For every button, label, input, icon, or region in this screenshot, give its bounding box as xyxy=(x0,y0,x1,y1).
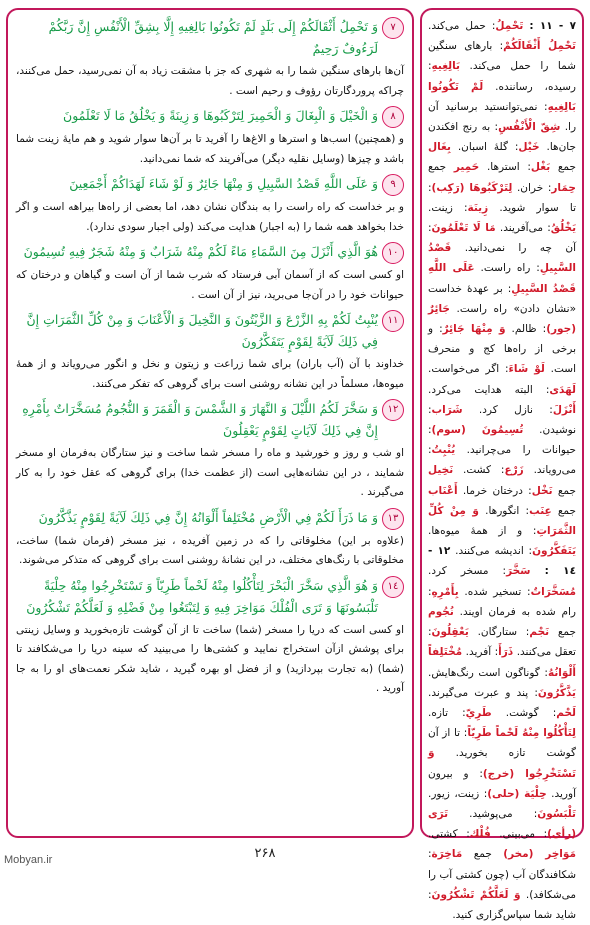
glossary-term: حِلْيَة (حلی) xyxy=(487,787,547,800)
glossary-definition: : تا سوار شوید. xyxy=(428,181,576,214)
glossary-term: تَحْمِلُ xyxy=(495,20,524,32)
verse-number-badge: ٧ xyxy=(382,17,404,39)
glossary-text xyxy=(428,16,576,925)
glossary-definition: : انگورها. xyxy=(485,504,530,517)
verse-translation: خداوند با آن (آب باران) برای شما زراعت و زیتون و نخل و انگور می‌رویاند و از همهٔ میوه‌ها، مسلماً در این نشانه روشنی است برای گروهی که تفکر می‌کنند. xyxy=(16,358,404,390)
glossary-term: وَ تَسْتَخْرِجُوا (خرج) xyxy=(428,747,576,780)
glossary-term: نُجُوم xyxy=(428,605,454,618)
glossary-term: حِمَار xyxy=(551,181,576,194)
glossary-term: لَهَدَی xyxy=(549,383,576,396)
verse-translation: و (همچنین) اسب‌ها و استرها و الاغ‌ها را آفرید تا بر آن‌ها سوار شوید و هم مایهٔ زینت شما باشد و چیزها (وسایل نقلیه دیگر) می‌آفریند که شما نمی‌دانید. xyxy=(16,133,404,165)
glossary-definition: : البته هدایت می‌کرد. xyxy=(428,383,550,396)
glossary-term: تَلْبَسُونَ xyxy=(537,807,576,820)
glossary-definition: : ستارگان. xyxy=(477,626,530,639)
glossary-term: يَتَفَكَّرُونَ xyxy=(532,545,577,558)
glossary-term: قَصْدُ السَّبِيلِ xyxy=(428,242,577,275)
glossary-definition: : تسخیر شده. xyxy=(464,585,531,598)
glossary-definition: : رام شده به فرمان اویند. xyxy=(428,585,577,618)
verse-8 xyxy=(16,575,404,619)
glossary-definition: جمع xyxy=(552,484,576,497)
glossary-definition: : حمل می‌کند. xyxy=(428,20,496,32)
watermark: Mobyan.ir xyxy=(4,854,53,866)
glossary-definition: : گوناگون است رنگ‌هایش. xyxy=(428,666,548,679)
glossary-term: لَمْ تَكُونُوا بَالِغِيهِ xyxy=(428,80,576,113)
verse-4 xyxy=(16,241,404,264)
glossary-term: طَرِيّ xyxy=(465,706,492,719)
glossary-term: تَرَى (رأی) xyxy=(428,807,576,841)
glossary-term: مَوَاخِر (مخر) xyxy=(503,848,576,861)
glossary-definition: : پند و عبرت می‌گیرند. xyxy=(428,686,538,699)
glossary-term: بَالِغِيهِ xyxy=(431,60,460,73)
glossary-definition: : گلهٔ اسبان. xyxy=(457,141,519,154)
glossary-definition: : نازل کرد. xyxy=(478,403,553,416)
verse-number-badge: ٨ xyxy=(382,106,404,128)
glossary-definition: : اندیشه می‌کنند. xyxy=(455,545,533,558)
glossary-definition: : می‌پوشید. xyxy=(469,807,538,820)
verse-6 xyxy=(16,398,404,442)
glossary-definition: : اگر می‌خواست. xyxy=(428,363,509,376)
glossary-term: نَخِيل xyxy=(428,464,454,477)
glossary-definition: : کشت. xyxy=(463,464,505,477)
verses-panel xyxy=(6,8,414,838)
verse-5 xyxy=(16,309,404,353)
glossary-definition: : به رنج افکندن جان‌ها. xyxy=(428,121,576,154)
glossary-term: بَغْل xyxy=(530,161,551,174)
glossary-term: أَعْنَاب xyxy=(428,484,458,497)
glossary-term: خَيْل xyxy=(518,141,540,154)
page-number: ٢۶٨ xyxy=(254,846,276,861)
glossary-term: عِنَب xyxy=(529,504,552,517)
glossary-definition: : شکافندگان آب (چون کشتی آب را می‌شکافد). xyxy=(428,848,576,901)
verse-arabic-text: هُوَ الَّذِي أَنْزَلَ مِنَ السَّمَاءِ مَاءً لَكُمْ مِنْهُ شَرَابٌ وَ مِنْهُ شَجَرٌ فِيهِ تُسِيمُونَ xyxy=(23,244,378,259)
verse-translation: (علاوه بر این) مخلوقاتی را که در زمین آفریده ، نیز مسخر (فرمان شما) ساخت، مخلوقاتی با رنگ‌های مختلف، در این نشانهٔ روشنی است برای گروهی که متذکر می‌شوند. xyxy=(16,534,404,566)
verse-translation: آن‌ها بارهای سنگین شما را به شهری که جز با مشقت زیاد به آن نمی‌رسید، حمل می‌کنند، چراکه پروردگارتان رؤوف و رحیم است . xyxy=(16,65,404,97)
verse-translation: او شب و روز و خورشید و ماه را مسخر شما ساخت و نیز ستارگان به‌فرمان او مسخر شمایند ، در این نشانه‌هایی است (از عظمت خدا) برای گروهی که عقل خود را به کار می‌گیرند . xyxy=(16,447,404,498)
glossary-term: مَاخِرَة xyxy=(431,848,463,861)
glossary-term: نَجْم xyxy=(529,626,550,639)
glossary-term: تُسِيمُونَ (سوم) xyxy=(431,424,524,437)
glossary-definition: : و بیرون آورید. xyxy=(428,767,576,800)
glossary-term: ذَرَأَ xyxy=(498,646,514,659)
verse-arabic-text: وَ تَحْمِلُ أَثْقَالَكُمْ إِلَى بَلَدٍ لَمْ تَكُونُوا بَالِغِيهِ إِلَّا بِشِقِّ الْأَنْفُسِ إِنَّ رَبَّكُمْ لَرَءُوفٌ رَحِيمٌ xyxy=(48,19,378,56)
glossary-term: شِقّ الْأَنْفُسِ xyxy=(498,121,561,134)
glossary-definition: : رسیده، رساننده. xyxy=(428,60,576,93)
verse-translation: او کسی است که از آسمان آبی فرستاد که شرب شما از آن است و گیاهان و درختان که حیوانات خود را در آن‌جا می‌برید، نیز از آن است . xyxy=(16,269,404,301)
glossary-definition: : می‌رویاند. xyxy=(428,444,576,477)
verse-number-badge: ٩ xyxy=(382,174,404,196)
glossary-definition: : تعقل می‌کنند. xyxy=(428,626,576,659)
verse-1 xyxy=(16,16,404,60)
glossary-definition: : و از همهٔ میوه‌ها. xyxy=(428,525,537,538)
glossary-term: فُلْك xyxy=(469,828,491,841)
glossary-definition: جمع xyxy=(428,161,454,174)
glossary-definition: : می‌آفریند. xyxy=(499,222,551,235)
glossary-definition: : بارهای سنگین شما را حمل می‌کند. xyxy=(428,40,576,73)
glossary-term: بِأَمْرِهِ xyxy=(431,585,459,598)
glossary-term: نَخْل xyxy=(531,484,553,497)
verse-number-badge: ١٠ xyxy=(382,242,404,264)
verse-arabic-text: وَ سَخَّرَ لَكُمُ اللَّيْلَ وَ النَّهَارَ وَ الشَّمْسَ وَ الْقَمَرَ وَ النُّجُومُ مُسَخَّرَاتٌ بِأَمْرِهِ إِنَّ فِي ذَلِكَ لَآيَاتٍ لِقَوْمٍ يَعْقِلُونَ xyxy=(22,401,378,438)
verse-7 xyxy=(16,507,404,530)
verse-translation: او کسی است که دریا را مسخر (شما) ساخت تا از آن گوشت تازه‌بخورید و وسایل زینتی برای پوشش ازآن استخراج نمایید و کشتی‌ها را می‌بینید که سینه دریا را می‌شکافند تا (شما) (به تجارت بپردازید) و از فضل او بهره گیرید ، شاید شکر نعمت‌های او را به جا آورید . xyxy=(16,623,404,694)
glossary-term: زِينَة xyxy=(467,201,489,214)
glossary-term: شَرَاب xyxy=(431,403,463,416)
glossary-term: وَ لَعَلَّكُمْ تَشْكُرُونَ xyxy=(431,888,521,901)
verse-arabic-text: وَ مَا ذَرَأَ لَكُمْ فِي الْأَرْضِ مُخْتَلِفاً أَلْوَانُهُ إِنَّ فِي ذَلِكَ لَآيَةً لِقَوْمٍ يَذَّكَّرُونَ xyxy=(38,509,378,525)
glossary-definition: : بر عهدهٔ خداست «نشان دادن» راه راست. xyxy=(428,282,576,315)
glossary-definition: : تا از آن گوشت تازه بخورید. xyxy=(428,727,576,760)
glossary-term: يَذَّكَّرُونَ xyxy=(537,686,576,699)
glossary-term: جَائِرٌ (جور) xyxy=(428,302,576,336)
glossary-panel xyxy=(420,8,584,921)
glossary-definition: : و برخی از راه‌ها کج و منحرف است. xyxy=(428,323,576,376)
verse-number-badge: ١٢ xyxy=(382,399,404,421)
glossary-definition: : گوشت. xyxy=(505,706,557,719)
glossary-definition: : می‌بینی. xyxy=(499,828,548,841)
glossary-definition: : آفرید. xyxy=(465,646,499,659)
glossary-definition: : استرها. xyxy=(486,161,531,174)
glossary-term: لَحْم xyxy=(556,706,576,719)
verse-arabic-text: وَ الْخَيْلَ وَ الْبِغَالَ وَ الْحَمِيرَ لِتَرْكَبُوهَا وَ زِينَةً وَ يَخْلُقُ مَا لَا تَعْلَمُونَ xyxy=(63,108,378,123)
verse-number-badge: ١٤ xyxy=(382,576,404,598)
verse-2 xyxy=(16,105,404,128)
glossary-term: وَ مِنْ كُلِّ الثَّمَرَاتِ xyxy=(428,504,576,538)
glossary-term: بِغَال xyxy=(428,141,451,154)
verse-3 xyxy=(16,173,404,196)
verse-arabic-text: وَ عَلَى اللَّهِ قَصْدُ السَّبِيلِ وَ مِنْهَا جَائِرٌ وَ لَوْ شَاءَ لَهَدَاكُمْ أَجْمَعِينَ xyxy=(69,176,378,191)
glossary-definition: : ظالم. xyxy=(511,323,547,336)
glossary-term: حَمِير xyxy=(453,161,480,174)
glossary-definition: : زینت، زیور. xyxy=(428,787,488,800)
verse-number-badge: ١١ xyxy=(382,310,404,332)
glossary-definition: : درختان خرما. xyxy=(462,484,532,497)
glossary-term: لِتَرْكَبُوهَا (رَكِب) xyxy=(431,181,513,194)
glossary-term: مُخْتَلِفاً أَلْوَانُهُ xyxy=(428,646,576,679)
glossary-definition: : شاید شما سپاس‌گزاری کنید. xyxy=(428,888,576,921)
glossary-definition: : خران. xyxy=(516,181,552,194)
verse-translation: و بر خداست که راه راست را به بندگان نشان دهد، اما بعضی از راه‌ها بیراهه است و اگر خدا بخواهد همه شما را (به اجبار) هدایت می‌کند (ولی اجبار سودی ندارد). xyxy=(16,201,404,233)
glossary-range-heading: ٧ - ١١ : xyxy=(529,20,577,32)
verse-arabic-text: وَ هُوَ الَّذِي سَخَّرَ الْبَحْرَ لِتَأْكُلُوا مِنْهُ لَحْماً طَرِيّاً وَ تَسْتَخْرِجُوا مِنْهُ حِلْيَةً تَلْبَسُونَهَا وَ تَرَى الْفُلْكَ مَوَاخِرَ فِيهِ وَ لِتَبْتَغُوا مِنْ فَضْلِهِ وَ لَعَلَّكُمْ تَشْكُرُونَ xyxy=(26,577,378,615)
glossary-definition: جمع xyxy=(549,626,576,639)
glossary-definition: جمع xyxy=(462,848,504,861)
glossary-definition: : کشتی. xyxy=(428,828,470,841)
glossary-term: يُنْبِتُ xyxy=(431,444,456,457)
glossary-term: لِتَأْكُلُوا مِنْهُ لَحْماً طَرِيّاً xyxy=(467,727,576,740)
glossary-definition: : آن چه را نمی‌دانید. xyxy=(428,222,576,255)
glossary-definition: جمع xyxy=(551,504,576,517)
glossary-definition: : راه راست. xyxy=(480,262,540,275)
glossary-term: مَا لَا تَعْلَمُونَ xyxy=(431,222,496,235)
glossary-term: يَعْقِلُونَ xyxy=(431,626,469,639)
glossary-term: مُسَخَّرَاتٌ xyxy=(530,585,577,598)
glossary-definition: جمع xyxy=(550,161,576,174)
glossary-term: تَحْمِلُ أَثْقَالَكُمْ xyxy=(503,40,576,53)
glossary-term: يَخْلُقُ xyxy=(550,222,577,235)
glossary-definition: : نمی‌توانستید برسانید آن را. xyxy=(428,100,577,134)
glossary-definition: : مسخر کرد. xyxy=(428,565,507,578)
glossary-definition: : تازه. xyxy=(428,706,466,719)
glossary-term: عَلَى اللَّهِ قَصْدُ السَّبِيلِ xyxy=(428,262,576,295)
verse-arabic-text: يُنْبِتُ لَكُمْ بِهِ الزَّرْعَ وَ الزَّيْتُونَ وَ النَّخِيلَ وَ الْأَعْنَابَ وَ مِنْ كُلِّ الثَّمَرَاتِ إِنَّ فِي ذَلِكَ لَآيَةً لِقَوْمٍ يَتَفَكَّرُونَ xyxy=(26,312,378,349)
glossary-term: وَ مِنْهَا جَائِرٌ xyxy=(442,323,506,336)
glossary-definition: : زینت. xyxy=(428,201,468,214)
verse-number-badge: ١٣ xyxy=(382,508,404,530)
glossary-term: سَخَّرَ xyxy=(506,565,531,578)
glossary-range-heading: ١٢ - ١٤ : xyxy=(428,545,576,578)
glossary-term: أَنْزَلَ xyxy=(552,403,576,416)
glossary-definition: : نوشیدن. xyxy=(428,403,576,437)
glossary-term: زَرْع xyxy=(504,464,524,477)
glossary-term: لَوْ شَاءَ xyxy=(508,363,545,376)
glossary-definition: : حیوانات را می‌چرانید. xyxy=(428,424,576,457)
